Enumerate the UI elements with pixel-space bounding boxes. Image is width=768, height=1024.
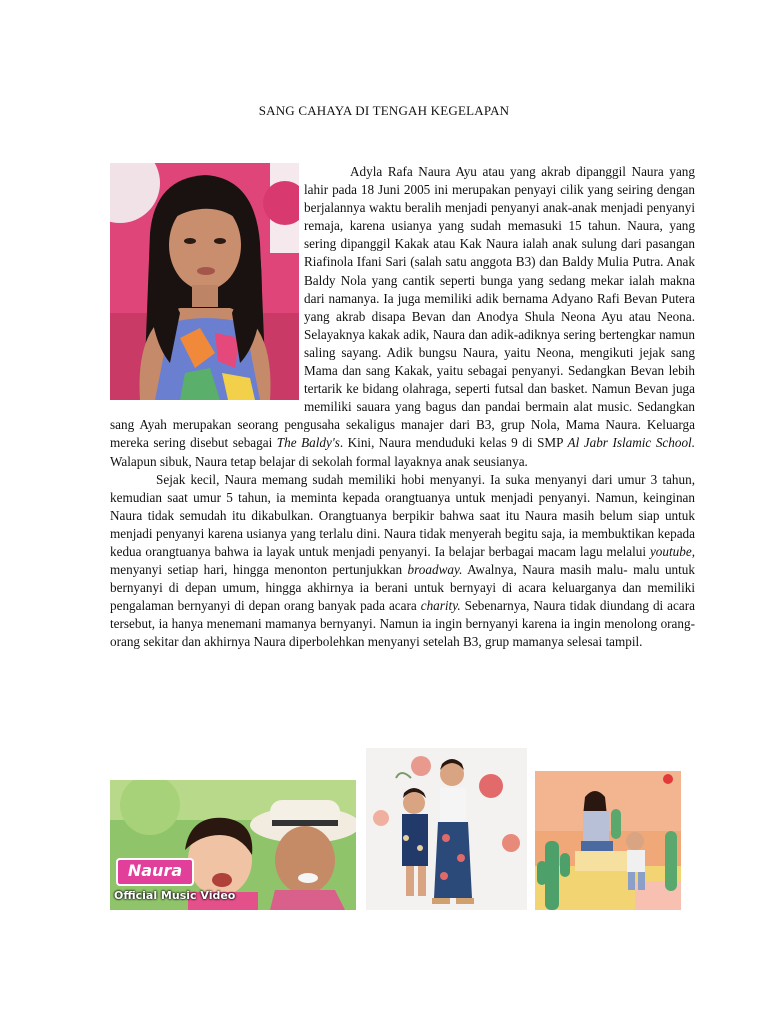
portrait-photo-naura: [110, 163, 299, 400]
paragraph-1: Adyla Rafa Naura Ayu atau yang akrab dipanggil Naura yang lahir pada 18 Juni 2005 ini merupakan penyayi cilik yang seiring dengan berjalannya waktu beralih menjadi penyanyi anak-anak menjadi penyanyi remaja, karena usianya yang sudah memasuki 15 tahun. Naura, yang sering dipanggil Kakak atau Kak Naura ialah anak sulung dari pasangan Riafinola Ifani Sari (salah satu anggota B3) dan Baldy Mulia Putra. Anak Baldy Nola yang cantik seperti bunga yang sedang mekar ialah makna dari namanya. Ia juga memiliki adik bernama Adyano Rafi Bevan Putera yang akrab disapa Bevan dan Anodya Shula Neona Ayu atau Neona. Selayaknya kakak adik, Naura dan adik-adiknya sering bertengkar namun saling sayang. Adik bungsu Naura, yaitu Neona, mengikuti jejak sang Mama dan sang Kakak, yaitu sebagai penyanyi. Sedangkan Bevan lebih tertarik ke bidang olahraga, seperti futsal dan basket. Namun Bevan juga memiliki sauara yang bagus dan pandai bermain alat music. Sedangkan sang Ayah merupakan seorang pengusaha sekaligus manajer dari B3, grup Nola, Mama Naura. Keluarga mereka sering disebut sebagai The Baldy's. Kini, Naura menduduki kelas 9 di SMP Al Jabr Islamic School. Walapun sibuk, Naura tetap belajar di sekolah formal layaknya anak seusianya.: [110, 164, 696, 469]
naura-logo: Naura: [116, 858, 194, 886]
cactus-set-photo: [535, 771, 681, 910]
photo-gallery: [0, 748, 768, 913]
studio-flowers-photo: [366, 748, 527, 910]
document-body: [110, 163, 695, 652]
music-video-photo: [110, 780, 356, 910]
official-video-caption: Official Music Video: [114, 889, 236, 902]
document-title: SANG CAHAYA DI TENGAH KEGELAPAN: [258, 103, 510, 118]
paragraph-2: Sejak kecil, Naura memang sudah memiliki hobi menyanyi. Ia suka menyanyi dari umur 3 tahun, kemudian saat umur 5 tahun, ia meminta kepada orangtuanya untuk menjadi penyanyi. Namun, keinginan Naura tidak semudah itu dikabulkan. Orangtuanya berpikir bahwa saat itu Naura masih belum siap untuk menjadi penyanyi karena usianya yang terlalu dini. Naura tidak menyerah begitu saja, ia membuktikan kepada kedua orangtuanya bahwa ia layak untuk menjadi penyanyi. Ia belajar berbagai macam lagu melalui youtube, menyanyi setiap hari, hingga menonton pertunjukkan broadway. Awalnya, Naura masih malu- malu untuk bernyanyi di depan umum, hingga akhirnya ia berani untuk bernyayi di acara keluarganya dan memiliki pengalaman bernyanyi di depan orang banyak pada acara charity. Sebenarnya, Naura tidak diundang di acara tersebut, ia hanya menemani mamanya bernyanyi. Namun ia ingin bernyanyi karena ia ingin menolong orang- orang sekitar dan akhirnya Naura diperbolehkan menyanyi setelah B3, grup mamanya selesai tampil.: [110, 471, 695, 650]
